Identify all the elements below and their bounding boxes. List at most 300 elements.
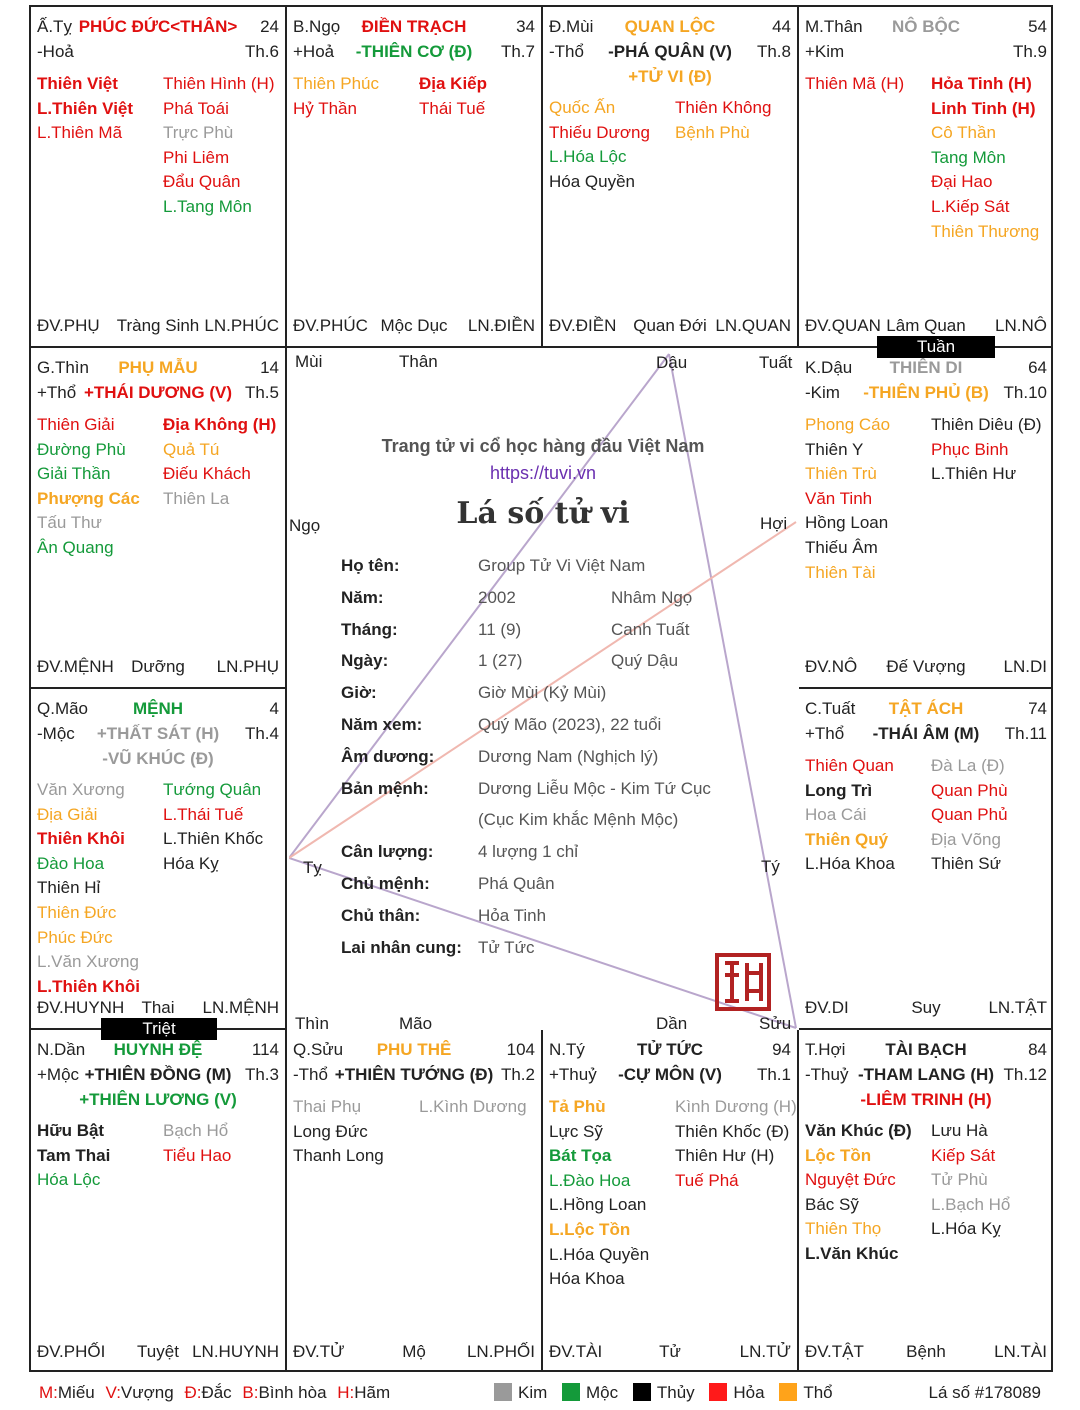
luu-nien-label: LN.PHÚC	[204, 316, 279, 335]
star-item: Phá Toái	[163, 98, 229, 118]
seal-logo	[715, 953, 771, 1011]
dai-van-label: ĐV.TÀI	[549, 1342, 603, 1361]
can-chi: T.Hợi	[805, 1040, 846, 1059]
star-item: Thiên Khôi	[37, 829, 125, 849]
chart-id: Lá số #178089	[928, 1383, 1041, 1402]
stars-right	[931, 1119, 1010, 1242]
luu-nien-label: LN.HUYNH	[192, 1342, 279, 1361]
palace-ty-chuot[interactable]	[543, 1030, 799, 1372]
star-item: Địa Kiếp	[419, 74, 488, 93]
palace-name: PHỤ MẪU	[118, 358, 198, 377]
luu-nien-label: LN.NÔ	[995, 316, 1047, 335]
palace-subheader	[37, 722, 279, 746]
star-item: Đường Phù	[37, 439, 126, 459]
truong-sinh-label: Mộc Dục	[380, 316, 448, 335]
info-key: Tháng:	[341, 619, 398, 639]
element-sign: -Thổ	[549, 42, 584, 61]
stars-right	[163, 413, 276, 511]
star-item: Hỏa Tinh (H)	[931, 74, 1032, 93]
palace-age: 64	[1028, 358, 1047, 377]
month-label: Th.10	[1003, 383, 1047, 402]
stars-left	[37, 1119, 110, 1193]
star-item: Linh Tinh (H)	[931, 98, 1036, 118]
star-item: Hữu Bật	[37, 1121, 105, 1140]
palace-header	[805, 15, 1047, 39]
stars-left	[293, 1095, 384, 1169]
star-item: Bệnh Phù	[675, 122, 750, 142]
star-item: Hóa Lộc	[37, 1170, 101, 1190]
branch-label-dan: Dần	[656, 1014, 688, 1033]
info-key: Ngày:	[341, 651, 389, 671]
palace-footer	[805, 655, 1047, 679]
truong-sinh-label: Tràng Sinh	[116, 316, 200, 335]
branch-label-mui: Mùi	[295, 352, 323, 371]
info-value: Dương Liễu Mộc - Kim Tứ Cục	[478, 778, 711, 798]
star-item: L.Thiên Khôi	[37, 976, 140, 996]
info-value: 2002	[478, 587, 516, 607]
star-item: Thiên Giải	[37, 415, 115, 434]
star-item: Thái Tuế	[419, 98, 486, 118]
dai-van-label: ĐV.QUAN	[805, 316, 881, 335]
month-label: Th.7	[500, 42, 535, 61]
palace-footer	[549, 1340, 791, 1364]
star-item: Thiên Không	[675, 98, 772, 117]
info-value: Giờ Mùi (Kỷ Mùi)	[478, 683, 607, 703]
star-item: Thiên Đức	[37, 902, 117, 922]
star-item: Thiên Hư (H)	[675, 1146, 775, 1166]
palace-header	[805, 356, 1047, 380]
info-key: Năm xem:	[341, 714, 423, 734]
thuy-swatch	[633, 1383, 651, 1401]
star-item: Phi Liêm	[163, 147, 230, 167]
star-item: Thiên Việt	[37, 74, 118, 93]
palace-footer	[37, 1340, 279, 1364]
palace-ngo[interactable]	[287, 7, 543, 348]
info-value: Dương Nam (Nghịch lý)	[478, 746, 659, 766]
star-item: Nguyệt Đức	[805, 1170, 896, 1190]
info-key: Họ tên:	[341, 556, 400, 575]
info-value: Group Tử Vi Việt Nam	[478, 556, 646, 575]
star-item: Văn Xương	[37, 780, 125, 799]
star-item: Ân Quang	[37, 537, 114, 557]
dai-van-label: ĐV.MỆNH	[37, 657, 114, 676]
star-item: Quốc Ấn	[549, 98, 616, 117]
star-item: Hoa Cái	[805, 805, 867, 825]
stars-right	[163, 1119, 231, 1168]
element-sign: -Mộc	[37, 724, 75, 743]
month-label: Th.8	[756, 42, 791, 61]
palace-suu[interactable]	[287, 1030, 543, 1372]
star-item: L.Hóa Khoa	[805, 854, 895, 874]
legend-moc: Mộc	[586, 1383, 619, 1402]
legend-kim: Kim	[518, 1383, 548, 1402]
palace-than[interactable]	[799, 7, 1053, 348]
palace-footer	[805, 1340, 1047, 1364]
main-star: -THIÊN CƠ (Đ)	[355, 42, 473, 61]
palace-header	[805, 1038, 1047, 1062]
star-item: Thiên La	[163, 488, 230, 508]
star-item: Trực Phù	[163, 123, 234, 143]
star-item: Bác Sỹ	[805, 1194, 859, 1214]
element-sign: -Thuỷ	[805, 1065, 849, 1084]
palace-subheader	[293, 1063, 535, 1087]
info-value: 11 (9)	[478, 619, 522, 639]
palace-subheader	[37, 381, 279, 405]
dai-van-label: ĐV.ĐIỀN	[549, 316, 617, 335]
palace-mui[interactable]	[543, 7, 799, 348]
star-item: Tấu Thư	[37, 513, 102, 533]
can-chi: Ấ.Tỵ	[37, 17, 72, 36]
can-chi: M.Thân	[805, 17, 863, 36]
legend-brightness	[39, 1380, 390, 1406]
main-star: +THIÊN ĐỒNG (M)	[84, 1065, 232, 1084]
main-star: -LIÊM TRINH (H)	[860, 1090, 992, 1109]
main-star: -THÁI ÂM (M)	[872, 724, 980, 743]
triet-tag: Triệt	[101, 1018, 217, 1040]
luu-nien-label: LN.TỬ	[739, 1342, 791, 1361]
star-item: Bát Tọa	[549, 1146, 612, 1166]
stars-left	[37, 72, 133, 146]
star-item: Quan Phù	[931, 780, 1008, 800]
month-label: Th.6	[244, 42, 279, 61]
star-item: Giải Thần	[37, 464, 111, 484]
legend-hoa: Hỏa	[733, 1383, 765, 1402]
star-item: Tuế Phá	[675, 1170, 739, 1190]
palace-header	[37, 356, 279, 380]
palace-footer	[805, 314, 1047, 338]
star-item: Tướng Quân	[163, 780, 262, 799]
legend-d-text: Đắc	[201, 1383, 232, 1402]
star-item: L.Tang Môn	[163, 196, 252, 216]
star-item: L.Đào Hoa	[549, 1170, 631, 1190]
legend-d-key: Đ:	[184, 1383, 202, 1402]
star-item: L.Hóa Lộc	[549, 147, 627, 167]
main-star: -VŨ KHÚC (Đ)	[102, 749, 214, 768]
info-key: Năm:	[341, 587, 384, 607]
star-item: Cô Thần	[931, 123, 996, 143]
truong-sinh-label: Quan Đới	[633, 316, 707, 335]
palace-subheader	[805, 381, 1047, 405]
star-item: Thiên Trù	[805, 464, 877, 484]
star-item: Tả Phù	[549, 1097, 606, 1116]
star-item: Thiên Hình (H)	[163, 74, 275, 93]
palace-age: 104	[506, 1040, 535, 1059]
palace-header	[37, 697, 279, 721]
star-item: Thiên Mã (H)	[805, 74, 905, 93]
star-item: L.Thiên Mã	[37, 123, 123, 143]
stars-right	[419, 72, 487, 121]
palace-footer	[805, 996, 1047, 1020]
legend-thuy: Thủy	[656, 1383, 695, 1402]
star-item: Thiếu Âm	[805, 537, 878, 557]
star-item: Hóa Khoa	[549, 1269, 625, 1289]
legend-elements	[494, 1380, 833, 1406]
palace-footer	[293, 314, 535, 338]
palace-header	[549, 1038, 791, 1062]
dai-van-label: ĐV.PHỐI	[37, 1342, 106, 1361]
star-item: Long Trì	[805, 780, 873, 800]
palace-name: TÀI BẠCH	[885, 1040, 967, 1059]
legend-m-key: M:	[39, 1383, 58, 1402]
luu-nien-label: LN.TÀI	[994, 1342, 1047, 1361]
star-item: Văn Khúc (Đ)	[805, 1121, 912, 1140]
element-sign: -Hoả	[37, 42, 74, 61]
month-label: Th.11	[1004, 724, 1047, 743]
star-item: L.Hồng Loan	[549, 1195, 647, 1215]
truong-sinh-label: Dưỡng	[131, 657, 185, 676]
branch-label-dau: Dậu	[656, 353, 688, 372]
palace-name: THIÊN DI	[889, 358, 963, 377]
truong-sinh-label: Suy	[911, 998, 941, 1017]
palace-footer	[549, 314, 791, 338]
legend-v-text: Vượng	[120, 1383, 174, 1402]
stars-left	[549, 96, 650, 194]
info-key: Chủ mệnh:	[341, 873, 430, 893]
palace-header	[293, 15, 535, 39]
star-item: Phong Cáo	[805, 415, 891, 434]
palace-dau[interactable]	[799, 348, 1053, 689]
legend-v-key: V:	[105, 1383, 121, 1402]
truong-sinh-label: Đế Vượng	[886, 657, 966, 676]
main-star: -CỰ MÔN (V)	[618, 1065, 722, 1084]
main-star: -THAM LANG (H)	[858, 1065, 994, 1084]
dai-van-label: ĐV.PHỤ	[37, 316, 100, 335]
site-url-link[interactable]: https://tuvi.vn	[489, 463, 597, 483]
main-star: +TỬ VI (Đ)	[628, 67, 712, 86]
can-chi: Q.Mão	[37, 699, 89, 718]
star-item: Phúc Đức	[37, 927, 113, 947]
month-label: Th.5	[244, 383, 279, 402]
palace-name: ĐIỀN TRẠCH	[361, 17, 467, 36]
luu-nien-label: LN.PHỐI	[466, 1342, 535, 1361]
palace-footer	[37, 655, 279, 679]
main-star: +THIÊN TƯỚNG (Đ)	[334, 1065, 494, 1084]
star-item: Địa Võng	[931, 829, 1001, 849]
star-item: L.Kiếp Sát	[931, 196, 1010, 216]
info-value-2: Quý Dậu	[611, 651, 679, 671]
truong-sinh-label: Thai	[141, 998, 175, 1017]
star-item: Văn Tinh	[805, 488, 873, 508]
main-star: +THIÊN LƯƠNG (V)	[79, 1090, 237, 1109]
info-key: Âm dương:	[341, 746, 435, 766]
palace-age: 14	[260, 358, 279, 377]
star-item: L.Bạch Hổ	[931, 1194, 1011, 1214]
star-item: Tử Phù	[931, 1170, 988, 1190]
palace-footer	[37, 314, 279, 338]
month-label: Th.12	[1003, 1065, 1047, 1084]
star-item: Kiếp Sát	[931, 1145, 996, 1165]
info-key: Giờ:	[341, 683, 377, 703]
star-item: Địa Giải	[37, 804, 98, 824]
star-item: Thai Phụ	[293, 1097, 362, 1116]
palace-age: 44	[772, 17, 791, 36]
palace-subheader	[293, 40, 535, 64]
star-item: Thiên Y	[805, 439, 864, 459]
stars-left	[37, 413, 140, 561]
info-key: Bản mệnh:	[341, 778, 429, 798]
star-item: Thiên Thọ	[805, 1219, 882, 1239]
tuan-tag: Tuần	[877, 336, 995, 358]
stars-right	[931, 754, 1008, 877]
chart-title: Lá số tử vi	[456, 496, 630, 531]
star-item: Phục Binh	[931, 439, 1009, 459]
palace-name: PHÚC ĐỨC<THÂN>	[78, 17, 238, 36]
star-item: L.Thiên Khốc	[163, 829, 264, 849]
stars-left	[805, 72, 904, 97]
element-sign: +Kim	[805, 42, 845, 61]
stars-left	[805, 754, 895, 877]
moc-swatch	[562, 1383, 580, 1401]
palace-age: 84	[1028, 1040, 1047, 1059]
dai-van-label: ĐV.PHÚC	[293, 316, 368, 335]
star-item: Hỷ Thần	[293, 98, 357, 118]
stars-right	[675, 96, 771, 145]
palace-subheader	[549, 40, 791, 64]
star-item: Đào Hoa	[37, 853, 105, 873]
luu-nien-label: LN.PHỤ	[216, 657, 279, 676]
palace-name: TỬ TỨC	[637, 1040, 703, 1059]
palace-age: 4	[269, 699, 279, 718]
truong-sinh-label: Lâm Quan	[886, 316, 966, 335]
luu-nien-label: LN.MỆNH	[202, 998, 279, 1017]
star-item: Phượng Các	[37, 488, 140, 508]
main-star: +THẤT SÁT (H)	[96, 724, 220, 743]
palace-thin[interactable]	[31, 348, 287, 689]
palace-header	[805, 697, 1047, 721]
info-value: (Cục Kim khắc Mệnh Mộc)	[478, 810, 679, 830]
palace-mao[interactable]	[31, 689, 287, 1030]
branch-label-suu: Sửu	[759, 1014, 792, 1033]
star-item: Quan Phủ	[931, 805, 1008, 825]
element-sign: +Thổ	[805, 724, 845, 743]
can-chi: K.Dậu	[805, 358, 853, 377]
palace-hoi[interactable]	[799, 1030, 1053, 1372]
star-item: Lộc Tồn	[805, 1145, 872, 1165]
element-sign: -Thổ	[293, 1065, 328, 1084]
palace-age: 74	[1028, 699, 1047, 718]
site-tagline: Trang tử vi cổ học hàng đầu Việt Nam	[381, 436, 705, 456]
element-sign: +Thuỷ	[549, 1065, 597, 1084]
can-chi: N.Tý	[549, 1040, 585, 1059]
palace-name: TẬT ÁCH	[888, 699, 964, 718]
truong-sinh-label: Tử	[659, 1342, 681, 1361]
star-item: L.Hóa Quyền	[549, 1244, 650, 1264]
star-item: Thiếu Dương	[549, 122, 650, 142]
element-sign: +Mộc	[37, 1065, 80, 1084]
palace-subheader	[549, 1063, 791, 1087]
star-item: L.Lộc Tồn	[549, 1219, 631, 1239]
branch-label-mao: Mão	[399, 1014, 433, 1033]
star-item: Đà La (Đ)	[931, 756, 1005, 775]
luu-nien-label: LN.TẬT	[988, 998, 1047, 1017]
star-item: L.Văn Xương	[37, 952, 139, 972]
palace-name: NÔ BỘC	[892, 17, 960, 36]
can-chi: C.Tuất	[805, 699, 856, 718]
can-chi: Q.Sửu	[293, 1040, 344, 1059]
star-item: L.Thái Tuế	[163, 804, 244, 824]
star-item: Thiên Phúc	[293, 74, 379, 93]
star-item: Thiên Tài	[805, 562, 876, 582]
info-value: Quý Mão (2023), 22 tuổi	[478, 714, 662, 734]
can-chi: G.Thìn	[37, 358, 89, 377]
palace-age: 94	[772, 1040, 791, 1059]
branch-label-ngo: Ngọ	[289, 516, 321, 535]
element-sign: +Hoả	[293, 42, 335, 61]
palace-name: MỆNH	[132, 699, 184, 718]
star-item: Thiên Quan	[805, 756, 894, 775]
star-item: Tiểu Hao	[163, 1145, 232, 1165]
kim-swatch	[494, 1383, 512, 1401]
can-chi: Đ.Mùi	[549, 17, 594, 36]
palace-age: 34	[516, 17, 535, 36]
stars-right	[931, 72, 1039, 244]
main-star: -PHÁ QUÂN (V)	[608, 42, 732, 61]
legend-bar	[29, 1380, 1053, 1406]
month-label: Th.2	[500, 1065, 535, 1084]
month-label: Th.4	[244, 724, 279, 743]
stars-left	[549, 1095, 649, 1292]
star-item: Kình Dương (H)	[675, 1097, 797, 1116]
palace-header	[37, 1038, 279, 1062]
star-item: Điếu Khách	[163, 464, 251, 484]
star-item: Quả Tú	[163, 439, 220, 459]
stars-right	[163, 72, 274, 220]
month-label: Th.3	[244, 1065, 279, 1084]
palace-subheader	[805, 40, 1047, 64]
element-sign: +Thổ	[37, 383, 77, 402]
can-chi: N.Dần	[37, 1040, 86, 1059]
info-value-2: Nhâm Ngọ	[611, 587, 693, 607]
star-item: Địa Không (H)	[163, 415, 277, 434]
stars-right	[675, 1095, 797, 1193]
palace-header	[549, 15, 791, 39]
palace-dan[interactable]	[31, 1030, 287, 1372]
stars-left	[805, 1119, 912, 1267]
can-chi: B.Ngọ	[293, 17, 341, 36]
palace-age: 54	[1028, 17, 1047, 36]
branch-label-than: Thân	[399, 352, 438, 371]
palace-age: 24	[260, 17, 279, 36]
star-item: Lực Sỹ	[549, 1121, 603, 1141]
dai-van-label: ĐV.NÔ	[805, 657, 858, 676]
palace-ty-hoi[interactable]	[31, 7, 287, 348]
legend-b-key: B:	[242, 1383, 259, 1402]
info-key: Lai nhân cung:	[341, 937, 462, 957]
palace-subheader	[805, 1063, 1047, 1087]
legend-h-text: Hãm	[354, 1383, 391, 1402]
legend-h-key: H:	[337, 1383, 355, 1402]
truong-sinh-label: Mộ	[402, 1342, 426, 1361]
info-key: Chủ thân:	[341, 905, 421, 925]
star-item: Lưu Hà	[931, 1121, 988, 1140]
palace-subheader	[805, 722, 1047, 746]
luu-nien-label: LN.DI	[1003, 657, 1047, 676]
palace-name: PHU THÊ	[376, 1040, 452, 1059]
palace-tuat[interactable]	[799, 689, 1053, 1030]
star-item: L.Văn Khúc	[805, 1243, 899, 1263]
palace-subheader	[37, 40, 279, 64]
info-value-2: Canh Tuất	[611, 619, 690, 639]
branch-label-thin: Thìn	[295, 1014, 330, 1033]
info-value: Hỏa Tinh	[478, 905, 547, 925]
luu-nien-label: LN.QUAN	[715, 316, 791, 335]
element-sign: -Kim	[805, 383, 840, 402]
star-item: Hóa Quyền	[549, 171, 635, 191]
dai-van-label: ĐV.TỬ	[293, 1342, 345, 1361]
stars-left	[293, 72, 379, 121]
star-item: Thiên Diêu (Đ)	[931, 415, 1042, 434]
info-key: Cân lượng:	[341, 842, 434, 862]
